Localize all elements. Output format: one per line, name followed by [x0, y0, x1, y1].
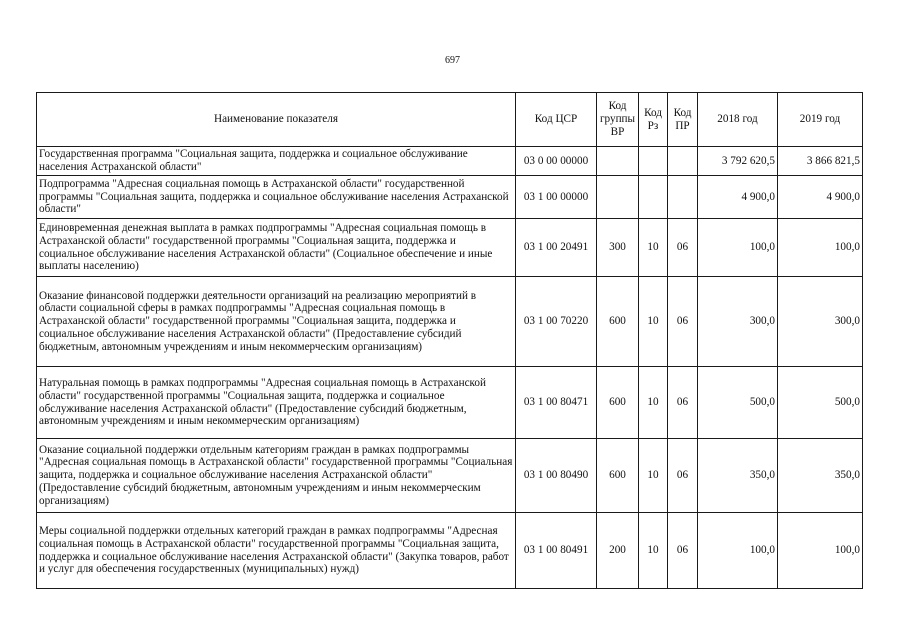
cell-name: Натуральная помощь в рамках подпрограммы "Адресная социальная помощь в Астраханской области" государственной программы "Социальная защита, поддержка и социальное обслуживание населения Астраханской области" (Предоставление субсидий бюджетным, автономным учреждениям и иным некоммерческим организациям) — [37, 367, 516, 439]
cell-vr: 600 — [597, 367, 639, 439]
cell-2019: 500,0 — [778, 367, 863, 439]
cell-csr: 03 1 00 70220 — [516, 277, 597, 367]
cell-rz — [639, 176, 668, 219]
cell-name: Подпрограмма "Адресная социальная помощь в Астраханской области" государственной программы "Социальная защита, поддержка и социальное обслуживание населения Астраханской области" — [37, 176, 516, 219]
header-name: Наименование показателя — [37, 93, 516, 147]
cell-pr — [668, 176, 698, 219]
cell-csr: 03 1 00 20491 — [516, 219, 597, 277]
cell-vr: 600 — [597, 277, 639, 367]
cell-2018: 300,0 — [698, 277, 778, 367]
table-row — [37, 513, 863, 589]
cell-rz: 10 — [639, 277, 668, 367]
cell-name: Оказание финансовой поддержки деятельности организаций на реализацию мероприятий в области социальной сферы в рамках подпрограммы "Адресная социальная помощь в Астраханской области" государственной программы "Социальная защита, поддержка и социальное обслуживание населения Астраханской области" (Предоставление субсидий бюджетным, автономным учреждениям и иным некоммерческим организациям) — [37, 277, 516, 367]
table-row — [37, 367, 863, 439]
cell-name: Единовременная денежная выплата в рамках подпрограммы "Адресная социальная помощь в Астраханской области" государственной программы "Социальная защита, поддержка и социальное обслуживание населения Астраханской области" (Социальное обеспечение и иные выплаты населению) — [37, 219, 516, 277]
header-rz: Код Рз — [639, 93, 668, 147]
cell-2019: 3 866 821,5 — [778, 147, 863, 176]
cell-csr: 03 0 00 00000 — [516, 147, 597, 176]
cell-2019: 100,0 — [778, 219, 863, 277]
cell-pr: 06 — [668, 367, 698, 439]
header-pr: Код ПР — [668, 93, 698, 147]
cell-2019: 4 900,0 — [778, 176, 863, 219]
cell-2018: 3 792 620,5 — [698, 147, 778, 176]
cell-pr: 06 — [668, 219, 698, 277]
cell-2019: 350,0 — [778, 439, 863, 513]
cell-vr: 200 — [597, 513, 639, 589]
cell-rz — [639, 147, 668, 176]
header-row — [37, 93, 863, 147]
cell-csr: 03 1 00 00000 — [516, 176, 597, 219]
cell-rz: 10 — [639, 219, 668, 277]
cell-rz: 10 — [639, 513, 668, 589]
cell-vr — [597, 147, 639, 176]
page-number: 697 — [445, 55, 460, 66]
cell-2018: 100,0 — [698, 513, 778, 589]
cell-name: Меры социальной поддержки отдельных категорий граждан в рамках подпрограммы "Адресная социальная помощь в Астраханской области" государственной программы "Социальная защита, поддержка и социальное обслуживание населения Астраханской области" (Закупка товаров, работ и услуг для обеспечения государственных (муниципальных) нужд) — [37, 513, 516, 589]
cell-name: Оказание социальной поддержки отдельным категориям граждан в рамках подпрограммы "Адресная социальная помощь в Астраханской области" государственной программы "Социальная защита, поддержка и социальное обслуживание населения Астраханской области" (Предоставление субсидий бюджетным, автономным учреждениям и иным некоммерческим организациям) — [37, 439, 516, 513]
cell-2019: 100,0 — [778, 513, 863, 589]
table-row — [37, 147, 863, 176]
header-2018: 2018 год — [698, 93, 778, 147]
header-2019: 2019 год — [778, 93, 863, 147]
cell-vr: 300 — [597, 219, 639, 277]
cell-2018: 100,0 — [698, 219, 778, 277]
cell-vr — [597, 176, 639, 219]
cell-csr: 03 1 00 80471 — [516, 367, 597, 439]
cell-name: Государственная программа "Социальная защита, поддержка и социальное обслуживание населения Астраханской области" — [37, 147, 516, 176]
cell-2018: 350,0 — [698, 439, 778, 513]
cell-pr — [668, 147, 698, 176]
table-row — [37, 219, 863, 277]
cell-vr: 600 — [597, 439, 639, 513]
cell-pr: 06 — [668, 513, 698, 589]
table-row — [37, 176, 863, 219]
cell-rz: 10 — [639, 367, 668, 439]
cell-2018: 4 900,0 — [698, 176, 778, 219]
budget-table — [36, 92, 863, 589]
cell-csr: 03 1 00 80490 — [516, 439, 597, 513]
cell-csr: 03 1 00 80491 — [516, 513, 597, 589]
cell-pr: 06 — [668, 439, 698, 513]
header-vr: Код группы ВР — [597, 93, 639, 147]
table-row — [37, 439, 863, 513]
cell-rz: 10 — [639, 439, 668, 513]
cell-2019: 300,0 — [778, 277, 863, 367]
header-csr: Код ЦСР — [516, 93, 597, 147]
table-row — [37, 277, 863, 367]
cell-2018: 500,0 — [698, 367, 778, 439]
cell-pr: 06 — [668, 277, 698, 367]
